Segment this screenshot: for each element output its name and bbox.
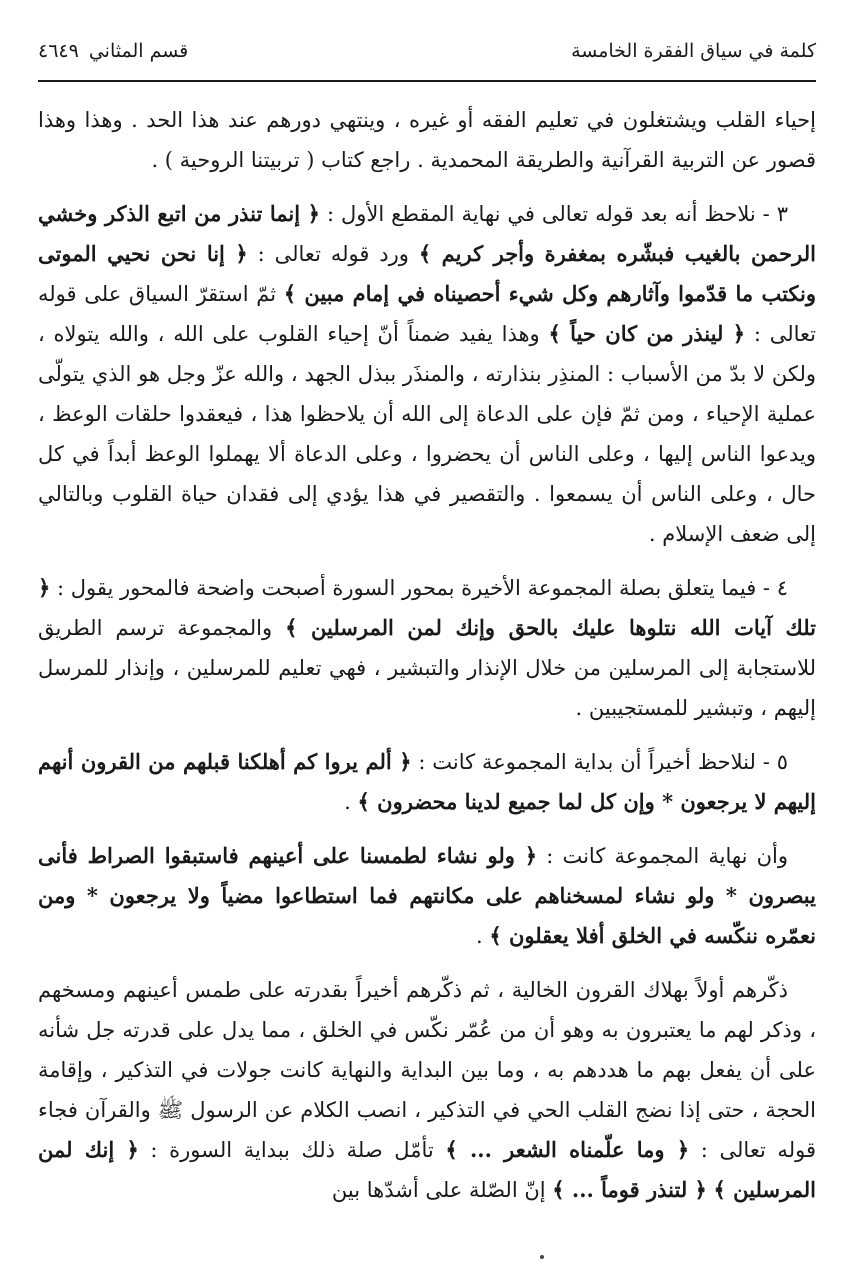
p5-end: .: [475, 924, 483, 948]
part-name: قسم المثاني: [88, 40, 189, 62]
paragraph-5: [38, 836, 816, 956]
p6-text-b: تأمّل صلة ذلك ببداية السورة :: [150, 1138, 434, 1162]
p4-end: .: [344, 790, 351, 814]
page-header: [38, 40, 816, 74]
p3-text-b: والمجموعة ترسم الطريق للاستجابة إلى المرسلين من خلال الإنذار والتبشير ، فهي تعليم للمرسلين ، وإنذار للمرسل إليهم ، وتبشير للمستجيبين .: [38, 616, 816, 720]
p2-text-a: ٣ - نلاحظ أنه بعد قوله تعالى في نهاية المقطع الأول :: [326, 202, 788, 226]
quran-verse: ﴿ ألم يروا كم أهلكنا قبلهم من القرون أنهم إليهم لا يرجعون * وإن كل لما جميع لدينا محضرون ﴾: [38, 749, 816, 814]
quran-verse: ﴿ إنك لمن المرسلين ﴾: [38, 1137, 816, 1202]
p2-text-b: ورد قوله تعالى :: [257, 242, 409, 266]
quran-verse: ﴿ تلك آيات الله نتلوها عليك بالحق وإنك لمن المرسلين ﴾: [37, 575, 816, 640]
p4-text-a: ٥ - لنلاحظ أخيراً أن بداية المجموعة كانت :: [418, 750, 788, 774]
paragraph-2: [38, 194, 816, 554]
paragraph-1: [38, 100, 816, 180]
p2-text-c: ثمّ استقرّ السياق على قوله تعالى :: [38, 282, 816, 346]
header-left-group: [38, 40, 188, 62]
paragraph-4: [38, 742, 816, 822]
quran-verse: ﴿ ولو نشاء لطمسنا على أعينهم فاستبقوا الصراط فأنى يبصرون * ولو نشاء لمسخناهم على مكانتهم فما استطاعوا مضياً ولا يرجعون * ومن نعمّره ننكّسه في الخلق أفلا يعقلون ﴾: [38, 843, 816, 948]
book-page: [38, 40, 816, 1224]
page-footer-mark: [540, 1255, 544, 1259]
quran-verse: ﴿ لتنذر قوماً ... ﴾: [552, 1177, 707, 1202]
p3-text-a: ٤ - فيما يتعلق بصلة المجموعة الأخيرة بمحور السورة أصبحت واضحة فالمحور يقول :: [56, 576, 788, 600]
paragraph-6: [38, 970, 816, 1210]
p2-text-d: وهذا يفيد ضمناً أنّ إحياء القلوب على الله ، والله يتولاه ، ولكن لا بدّ من الأسباب : المنذِر بنذارته ، والمنذَر ببذل الجهد ، والله عزّ وجل هو الذي يتولّى عملية الإحياء ، ومن ثمّ فإن على الدعاة إلى الله أن يلاحظوا هذا ، فيعقدوا حلقات الوعظ ، ويدعوا الناس إليها ، وعلى الناس أن يحضروا ، وعلى الدعاة ألا يهملوا الوعظ أبداً في كل حال ، وعلى الناس أن يسمعوا . والتقصير في هذا يؤدي إلى فقدان حياة القلوب وبالتالي إلى ضعف الإسلام .: [38, 322, 816, 546]
p6-text-c: إنّ الصّلة على أشدّها بين: [331, 1178, 546, 1202]
paragraph-1-text: إحياء القلب ويشتغلون في تعليم الفقه أو غيره ، وينتهي دورهم عند هذا الحد . وهذا وهذا قصور عن التربية القرآنية والطريقة المحمدية . راجع كتاب ( تربيتنا الروحية ) .: [38, 108, 816, 172]
quran-verse: ﴿ إنما تنذر من اتبع الذكر وخشي الرحمن بالغيب فبشّره بمغفرة وأجر كريم ﴾: [38, 201, 816, 266]
quran-verse: ﴿ إنا نحن نحيي الموتى ونكتب ما قدّموا وآثارهم وكل شيء أحصيناه في إمام مبين ﴾: [38, 241, 816, 306]
p6-text-a: ذكّرهم أولاً بهلاك القرون الخالية ، ثم ذكّرهم أخيراً بقدرته على طمس أعينهم ومسخهم ، وذكر لهم ما يعتبرون به وهو أن من عُمّر نكّس في الخلق ، مما يدل على قدرته جل شأنه على أن يفعل بهم ما هددهم به ، وما بين البداية والنهاية كانت جولات في التذكير ، وإقامة الحجة ، حتى إذا نضج القلب الحي في التذكير ، انصب الكلام عن الرسول ﷺ والقرآن فجاء قوله تعالى :: [38, 978, 816, 1162]
quran-verse: ﴿ لينذر من كان حياً ﴾: [548, 321, 746, 346]
paragraph-3: [38, 568, 816, 728]
p5-text-a: وأن نهاية المجموعة كانت :: [546, 844, 788, 868]
section-title: كلمة في سياق الفقرة الخامسة: [571, 40, 816, 62]
quran-verse: ﴿ وما علّمناه الشعر ... ﴾: [445, 1137, 690, 1162]
header-rule: [38, 80, 816, 82]
page-number: ٤٦٤٩: [38, 40, 79, 62]
